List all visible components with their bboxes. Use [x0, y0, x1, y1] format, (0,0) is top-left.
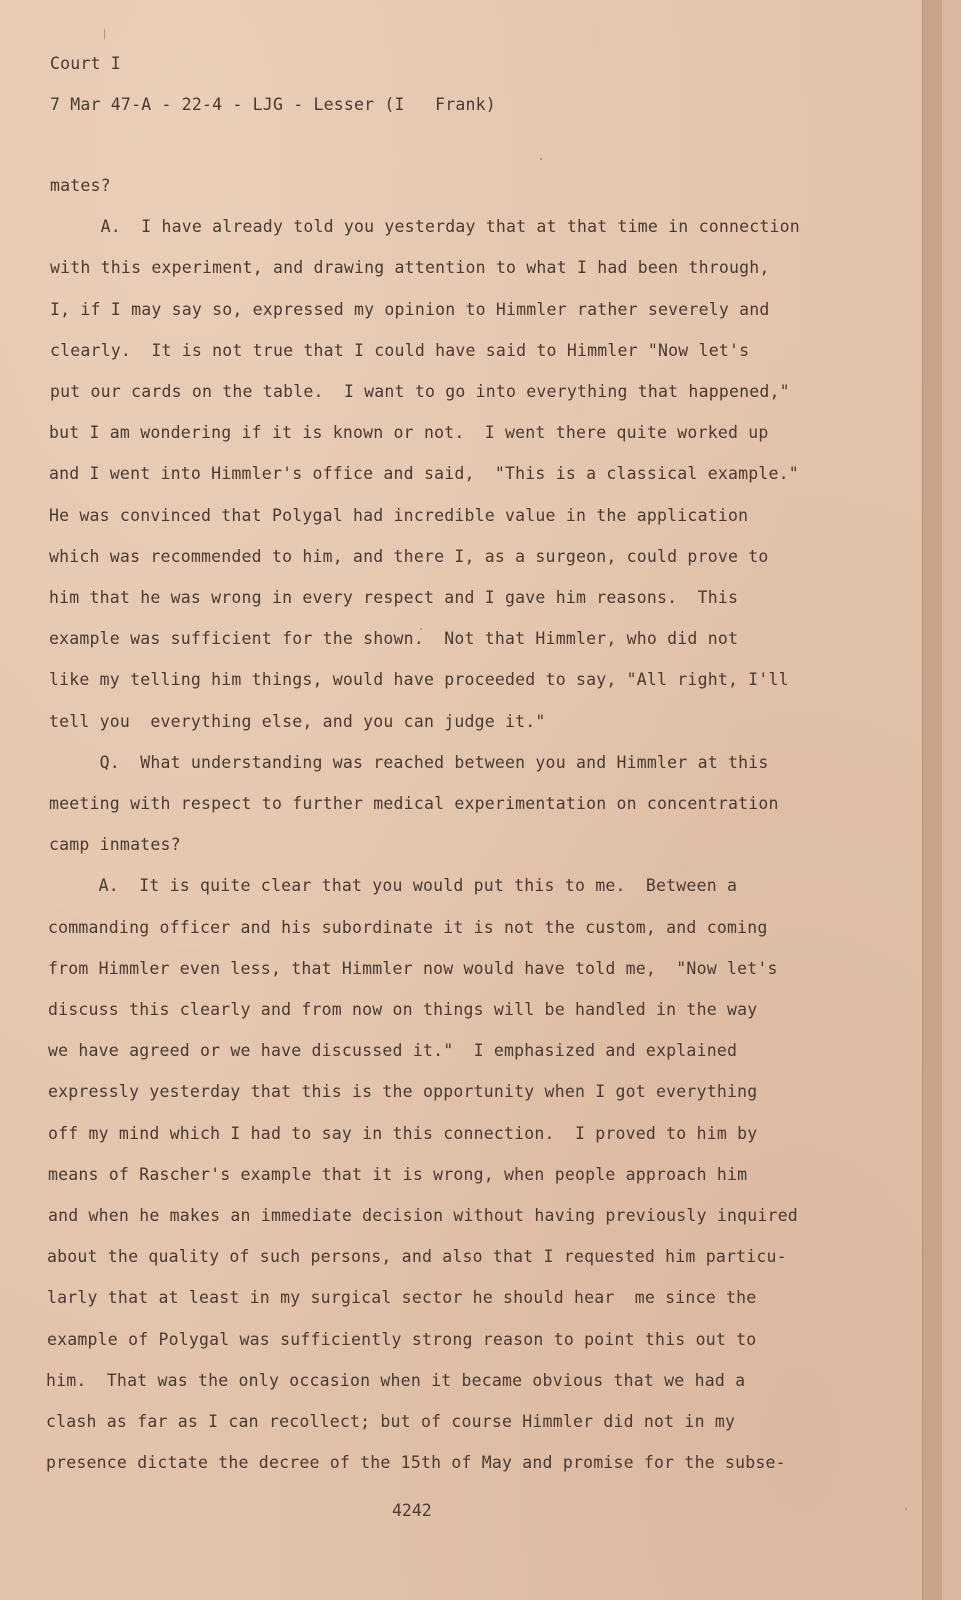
transcript-line: meeting with respect to further medical experimentation on concentration [49, 794, 779, 813]
transcript-line: him that he was wrong in every respect and I gave him reasons. This [49, 588, 739, 607]
transcript-line: put our cards on the table. I want to go into everything that happened," [50, 382, 790, 401]
paper-mark [420, 628, 422, 630]
transcript-line: about the quality of such persons, and also that I requested him particu- [47, 1247, 787, 1266]
transcript-line: we have agreed or we have discussed it." I emphasized and explained [48, 1041, 738, 1060]
transcript-line: I, if I may say so, expressed my opinion to Himmler rather severely and [50, 300, 770, 319]
transcript-line: A. I have already told you yesterday that at that time in connection [50, 217, 800, 236]
transcript-line: Q. What understanding was reached between you and Himmler at this [49, 753, 769, 772]
transcript-line: and when he makes an immediate decision without having previously inquired [48, 1206, 798, 1225]
session-line: 7 Mar 47-A - 22-4 - LJG - Lesser (I Frank) [50, 95, 496, 114]
transcript-line: larly that at least in my surgical sector he should hear me since the [47, 1288, 757, 1307]
transcript-line: mates? [50, 176, 111, 195]
transcript-line: A. It is quite clear that you would put this to me. Between a [48, 876, 738, 895]
transcript-line: presence dictate the decree of the 15th of May and promise for the subse- [46, 1453, 786, 1472]
transcript-line: He was convinced that Polygal had incredible value in the application [49, 506, 749, 525]
paper-mark [104, 28, 105, 40]
paper-mark [540, 158, 542, 160]
transcript-line: but I am wondering if it is known or not. I went there quite worked up [49, 423, 769, 442]
paper-mark [905, 1508, 907, 1510]
transcript-line: discuss this clearly and from now on things will be handled in the way [48, 1000, 758, 1019]
transcript-line: off my mind which I had to say in this connection. I proved to him by [48, 1124, 758, 1143]
transcript-line: clash as far as I can recollect; but of course Himmler did not in my [46, 1412, 736, 1431]
court-label: Court I [50, 54, 121, 73]
transcript-line: example of Polygal was sufficiently strong reason to point this out to [47, 1330, 757, 1349]
transcript-line: which was recommended to him, and there I, as a surgeon, could prove to [49, 547, 769, 566]
transcript-line: him. That was the only occasion when it became obvious that we had a [46, 1371, 746, 1390]
transcript-line: expressly yesterday that this is the opportunity when I got everything [48, 1082, 758, 1101]
transcript-line: tell you everything else, and you can judge it." [49, 712, 546, 731]
transcript-line: means of Rascher's example that it is wrong, when people approach him [48, 1165, 748, 1184]
transcript-line: with this experiment, and drawing attention to what I had been through, [50, 258, 770, 277]
transcript-line: example was sufficient for the shown. Not that Himmler, who did not [49, 629, 739, 648]
transcript-line: commanding officer and his subordinate it is not the custom, and coming [48, 918, 768, 937]
transcript-line: and I went into Himmler's office and said, "This is a classical example." [49, 464, 799, 483]
transcript-line: camp inmates? [49, 835, 181, 854]
page-edge [922, 0, 942, 1600]
transcript-line: clearly. It is not true that I could have said to Himmler "Now let's [50, 341, 750, 360]
page-number: 4242 [392, 1501, 432, 1520]
transcript-line: like my telling him things, would have proceeded to say, "All right, I'll [49, 670, 789, 689]
transcript-line: from Himmler even less, that Himmler now would have told me, "Now let's [48, 959, 778, 978]
